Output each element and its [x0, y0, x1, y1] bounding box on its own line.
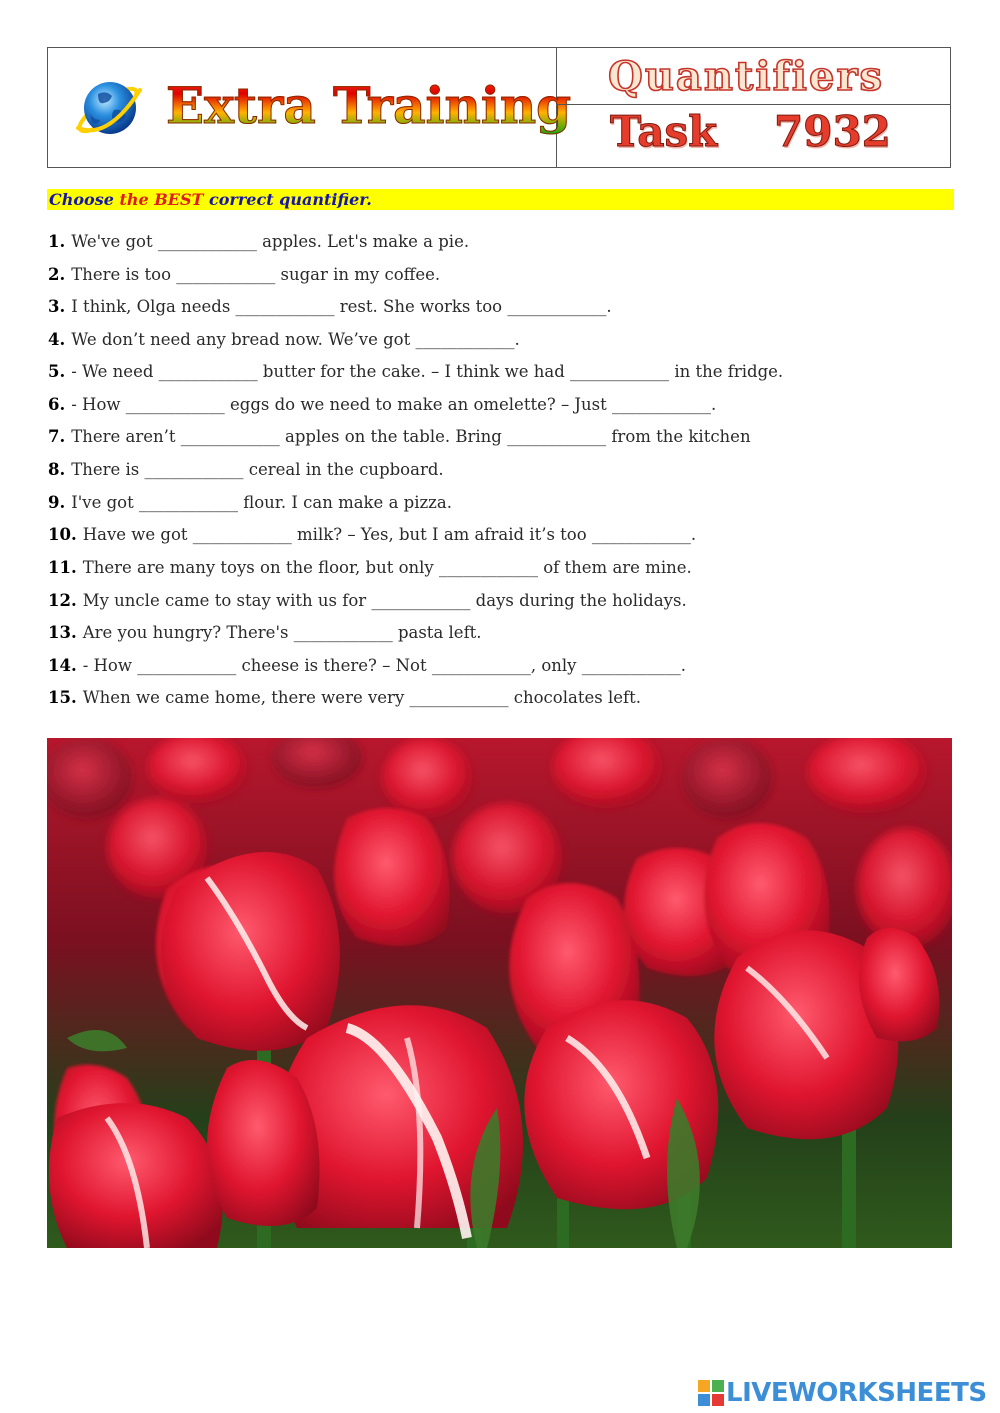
exercise-text: Are you hungry? There's ____________ pasta left. — [82, 623, 482, 642]
exercise-text: I've got ____________ flour. I can make a pizza. — [71, 493, 452, 512]
topic-title: Quantifiers — [608, 53, 885, 100]
exercise-number: 1. — [48, 232, 66, 251]
exercise-text: - How ____________ eggs do we need to make an omelette? – Just ____________. — [71, 395, 717, 414]
exercise-number: 3. — [48, 297, 66, 316]
exercise-item — [48, 523, 696, 547]
liveworksheets-grid-icon — [698, 1380, 724, 1406]
exercise-item — [48, 556, 692, 580]
exercise-number: 14. — [48, 656, 77, 675]
exercise-item — [48, 686, 641, 710]
exercise-item — [48, 328, 520, 352]
exercise-number: 10. — [48, 525, 77, 544]
tulips-photo — [47, 738, 952, 1248]
worksheet-header — [47, 47, 951, 168]
tulips-illustration — [47, 738, 952, 1248]
exercise-number: 13. — [48, 623, 77, 642]
exercise-text: I think, Olga needs ____________ rest. She works too ____________. — [71, 297, 612, 316]
exercise-text: - We need ____________ butter for the cake. – I think we had ____________ in the fridge. — [71, 362, 784, 381]
exercise-number: 15. — [48, 688, 77, 707]
exercise-number: 2. — [48, 265, 66, 284]
exercise-number: 5. — [48, 362, 66, 381]
exercise-item — [48, 263, 440, 287]
task-number: 7932 — [774, 107, 891, 156]
exercise-item — [48, 491, 452, 515]
task-label: Task — [610, 107, 718, 156]
exercise-number: 7. — [48, 427, 66, 446]
exercise-text: There is too ____________ sugar in my coffee. — [71, 265, 441, 284]
exercise-item — [48, 654, 686, 678]
brand-title: Extra Training — [166, 76, 572, 135]
instruction-bar — [47, 189, 954, 210]
exercise-text: There is ____________ cereal in the cupboard. — [71, 460, 444, 479]
instruction-part-3: correct quantifier. — [203, 190, 372, 209]
exercise-number: 9. — [48, 493, 66, 512]
exercise-text: There aren’t ____________ apples on the table. Bring ____________ from the kitchen — [71, 427, 751, 446]
exercise-text: - How ____________ cheese is there? – Not ____________, only ____________. — [82, 656, 686, 675]
liveworksheets-wordmark: LIVEWORKSHEETS — [726, 1378, 987, 1408]
exercise-number: 4. — [48, 330, 66, 349]
exercise-number: 12. — [48, 591, 77, 610]
exercise-text: When we came home, there were very ____________ chocolates left. — [82, 688, 641, 707]
topic-cell — [556, 48, 950, 105]
exercise-item — [48, 230, 469, 254]
exercise-item — [48, 589, 687, 613]
task-cell — [556, 105, 950, 167]
exercise-item — [48, 295, 612, 319]
exercise-item — [48, 393, 716, 417]
exercise-item — [48, 458, 444, 482]
exercise-text: There are many toys on the floor, but only ____________ of them are mine. — [82, 558, 692, 577]
exercise-text: My uncle came to stay with us for ____________ days during the holidays. — [82, 591, 687, 610]
exercise-item — [48, 360, 783, 384]
exercise-item — [48, 425, 751, 449]
exercise-number: 8. — [48, 460, 66, 479]
exercise-text: We've got ____________ apples. Let's make a pie. — [71, 232, 470, 251]
instruction-emphasis: the BEST — [119, 190, 204, 209]
globe-logo-icon — [68, 70, 148, 146]
header-brand-cell — [48, 48, 572, 167]
exercise-item — [48, 621, 482, 645]
exercise-number: 6. — [48, 395, 66, 414]
exercise-text: Have we got ____________ milk? – Yes, but I am afraid it’s too ____________. — [82, 525, 697, 544]
exercise-number: 11. — [48, 558, 77, 577]
exercise-text: We don’t need any bread now. We’ve got ____________. — [71, 330, 520, 349]
instruction-part-1: Choose — [49, 190, 120, 209]
